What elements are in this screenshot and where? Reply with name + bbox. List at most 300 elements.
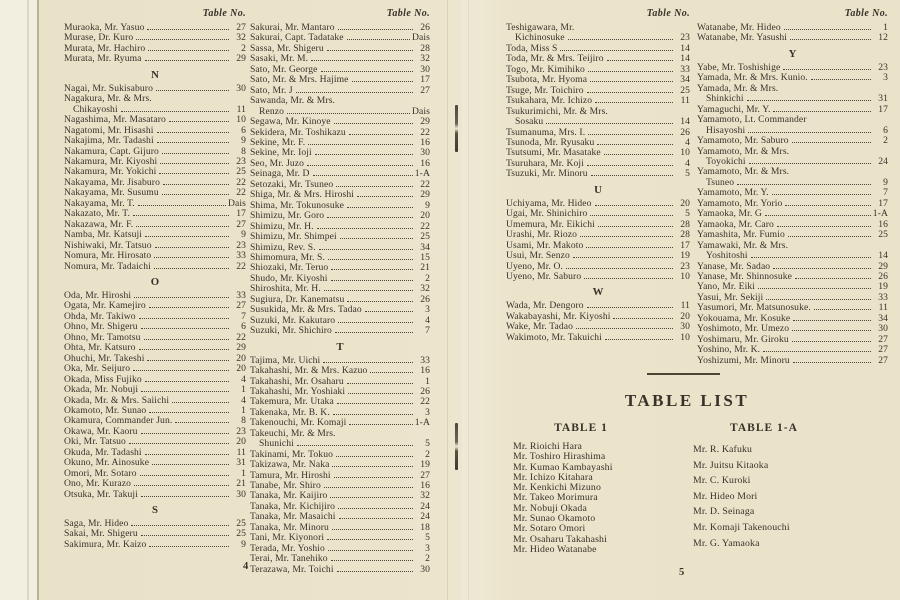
table-number: 30 xyxy=(420,147,430,159)
guest-name: Mr. Sotaro Omori xyxy=(513,523,586,535)
table-number: 6 xyxy=(883,124,888,136)
table-number: 17 xyxy=(680,239,690,251)
entry-name: Wakabayashi, Mr. Kiyoshi xyxy=(506,310,611,322)
entry-name: Nakayama, Mr. T. xyxy=(64,197,135,209)
table-number: 21 xyxy=(236,478,246,490)
dot-leader xyxy=(788,236,871,237)
table-number: 20 xyxy=(680,310,690,322)
table-number: 26 xyxy=(420,385,430,397)
index-column-4 xyxy=(697,8,888,366)
entry-name: Sasaki, Mr. M. xyxy=(250,53,309,65)
entry-name: Suzuki, Mr. Kakutaro xyxy=(250,314,336,326)
dot-leader xyxy=(157,132,229,133)
dot-leader xyxy=(772,194,871,195)
entry-name: Segawa, Mr. Kinoye xyxy=(250,116,331,128)
entry-first-line: Yamamoto, Mr. & Mrs. xyxy=(697,145,790,157)
entry-name: Yamaguchi, Mr. Y. xyxy=(697,103,771,115)
table-number: 19 xyxy=(420,459,430,471)
table-number: 27 xyxy=(420,469,430,481)
dot-leader xyxy=(162,153,229,154)
entry-name: Nakamura, Mr. Yokichi xyxy=(64,166,157,178)
table-number: 9 xyxy=(241,538,246,550)
dot-leader xyxy=(751,257,871,258)
index-entry xyxy=(250,117,430,127)
dot-leader xyxy=(604,154,673,155)
dot-leader xyxy=(349,424,412,425)
dot-leader xyxy=(336,186,413,187)
entry-name: Otsuka, Mr. Takuji xyxy=(64,488,138,500)
dot-leader xyxy=(814,309,871,310)
entry-name: Yoshizumi, Mr. Minoru xyxy=(697,354,790,366)
entry-name: Shimomura, Mr. S. xyxy=(250,251,325,263)
table-1-block xyxy=(505,422,657,555)
entry-name: Yabe, Mr. Toshishige xyxy=(697,61,781,73)
entry-name: Yamamoto, Mr. Yorio xyxy=(697,197,783,209)
entry-name: Ono, Mr. Kurazo xyxy=(64,478,132,490)
dot-leader xyxy=(546,123,673,124)
dot-leader xyxy=(328,550,413,551)
dot-leader xyxy=(586,247,673,248)
table-number: 22 xyxy=(236,260,246,272)
table-number: 20 xyxy=(236,436,246,448)
table-number: 8 xyxy=(241,415,246,427)
entry-name: Yamamoto, Mr. Y. xyxy=(697,187,769,199)
entry-name: Shiozaki, Mr. Teruo xyxy=(250,262,329,274)
table-number: 25 xyxy=(236,528,246,540)
index-entry xyxy=(250,326,430,336)
table-number: 28 xyxy=(680,229,690,241)
section-letter: S xyxy=(151,504,158,517)
entry-name: Renzo xyxy=(259,105,285,117)
table-number: 11 xyxy=(236,103,246,115)
section-letter: U xyxy=(594,183,602,196)
index-entry xyxy=(64,385,246,395)
dot-leader xyxy=(576,328,673,329)
dot-leader xyxy=(311,60,413,61)
table-number: 4 xyxy=(685,136,690,148)
dot-leader xyxy=(773,111,871,112)
table-number: Dais xyxy=(412,32,430,44)
dot-leader xyxy=(747,100,871,101)
dot-leader xyxy=(590,215,673,216)
table-1a-block xyxy=(688,422,840,551)
table-number: 26 xyxy=(420,293,430,305)
dot-leader xyxy=(607,60,673,61)
index-entry xyxy=(250,232,430,242)
entry-name: Nakazato, Mr. T. xyxy=(64,208,130,220)
entry-name: Wakimoto, Mr. Takuichi xyxy=(506,331,602,343)
dot-leader xyxy=(347,39,410,40)
table-number: 22 xyxy=(420,178,430,190)
dot-leader xyxy=(134,485,229,486)
entry-name: Uchiyama, Mr. Hideo xyxy=(506,197,592,209)
entry-name: Terai, Mr. Tanehiko xyxy=(250,553,328,565)
entry-name: Tanabe, Mr. Shiro xyxy=(250,480,321,492)
table-1-heading: TABLE 1 xyxy=(554,422,608,434)
guest-name: Mr. D. Seinaga xyxy=(693,506,755,518)
index-entry xyxy=(64,540,246,550)
table-number: 10 xyxy=(680,147,690,159)
entry-name: Ohno, Mr. Tamotsu xyxy=(64,331,141,343)
guest-name: Mr. G. Yamaoka xyxy=(693,537,760,549)
table-number: 2 xyxy=(241,42,246,54)
dot-leader xyxy=(154,257,229,258)
entry-name: Yamamoto, Mr. Saburo xyxy=(697,135,789,147)
dot-leader xyxy=(792,341,871,342)
entry-name: Umemura, Mr. Eikichi xyxy=(506,218,595,230)
dot-leader xyxy=(145,454,229,455)
entry-name: Takinami, Mr. Tokuo xyxy=(250,448,333,460)
table-number: 20 xyxy=(420,210,430,222)
entry-name: Takahashi, Mr. Yoshiaki xyxy=(250,385,346,397)
dot-leader xyxy=(793,320,871,321)
entry-name: Nagai, Mr. Sukisaburo xyxy=(64,82,153,94)
entry-name: Namba, Mr. Katsuji xyxy=(64,229,143,241)
entry-name: Yoshino, Mr. K. xyxy=(697,344,761,356)
table-number: 28 xyxy=(420,42,430,54)
entry-name: Yoshimaru, Mr. Giroku xyxy=(697,333,789,345)
table-number: 3 xyxy=(425,406,430,418)
table-number: 24 xyxy=(420,511,430,523)
center-fold-line xyxy=(447,0,448,600)
entry-name: Nakamura, Capt. Gijuro xyxy=(64,145,159,157)
dot-leader xyxy=(347,207,413,208)
table-number: 22 xyxy=(236,331,246,343)
table-number: 16 xyxy=(420,365,430,377)
index-entry xyxy=(64,490,246,500)
table-number: 1 xyxy=(241,384,246,396)
dot-leader xyxy=(332,529,413,530)
entry-name: Okuda, Mr. Tadashi xyxy=(64,446,142,458)
table-number: 34 xyxy=(420,241,430,253)
entry-name: Tamura, Mr. Hiroshi xyxy=(250,469,331,481)
dot-leader xyxy=(141,391,229,392)
dot-leader xyxy=(332,466,413,467)
dot-leader xyxy=(737,184,871,185)
entry-name: Yasumori, Mr. Matsunosuke. xyxy=(697,302,811,314)
table-number: 23 xyxy=(236,239,246,251)
column-header: Table No. xyxy=(646,8,690,19)
table-number: 23 xyxy=(878,61,888,73)
dot-leader xyxy=(133,370,229,371)
dot-leader xyxy=(347,301,413,302)
index-entry xyxy=(506,169,690,179)
entry-name: Nishiwaki, Mr. Tatsuo xyxy=(64,239,152,251)
dot-leader xyxy=(141,496,229,497)
index-entry xyxy=(64,54,246,64)
dot-leader xyxy=(605,339,673,340)
dot-leader xyxy=(566,268,673,269)
entry-name: Sakai, Mr. Shigeru xyxy=(64,528,138,540)
entry-name: Okada, Mr. & Mrs. Saiichi xyxy=(64,394,170,406)
entry-name: Kichinosuke xyxy=(515,32,565,44)
dot-leader xyxy=(321,71,413,72)
table-number: 1 xyxy=(241,404,246,416)
dot-leader xyxy=(331,280,414,281)
table-number: 14 xyxy=(680,116,690,128)
entry-name: Seo, Mr. Juzo xyxy=(250,157,305,169)
entry-name: Ogata, Mr. Kamejiro xyxy=(64,300,146,312)
entry-name: Tsuzuki, Mr. Minoru xyxy=(506,168,588,180)
section-letter: W xyxy=(592,286,604,299)
entry-name: Oka, Mr. Seijuro xyxy=(64,363,131,375)
entry-name: Tsutsumi, Mr. Masatake xyxy=(506,147,601,159)
table-number: 3 xyxy=(883,72,888,84)
entry-name: Tajima, Mr. Uichi xyxy=(250,354,321,366)
section-letter: N xyxy=(151,68,159,81)
table-number: 8 xyxy=(241,145,246,157)
table-number: 27 xyxy=(236,300,246,312)
table-number: 10 xyxy=(680,270,690,282)
dot-leader xyxy=(131,525,229,526)
table-number: 5 xyxy=(685,208,690,220)
entry-name: Okada, Mr. Nobuji xyxy=(64,384,139,396)
entry-name: Wada, Mr. Dengoro xyxy=(506,300,584,312)
entry-name: Okamura, Commander Jun. xyxy=(64,415,173,427)
table-number: 33 xyxy=(236,250,246,262)
table-number: 5 xyxy=(425,438,430,450)
dot-leader xyxy=(370,372,413,373)
dot-leader xyxy=(337,571,413,572)
table-number: 27 xyxy=(420,84,430,96)
entry-name: Chikayoshi xyxy=(73,103,118,115)
entry-name: Murata, Mr. Hachiro xyxy=(64,42,146,54)
entry-name: Yano, Mr. Eiki xyxy=(697,281,755,293)
staple-bottom xyxy=(455,423,458,470)
index-entry xyxy=(64,251,246,261)
table-number: 14 xyxy=(878,250,888,262)
section-letter: T xyxy=(336,340,344,353)
table-number: 24 xyxy=(878,155,888,167)
dot-leader xyxy=(587,307,673,308)
entry-name: Shimizu, Mr. Shimpei xyxy=(250,231,337,243)
entry-name: Takemura, Mr. Utaka xyxy=(250,396,334,408)
guest-name: Mr. Kumao Kambayashi xyxy=(513,461,613,473)
table-number: 14 xyxy=(680,42,690,54)
entry-first-line: Yamada, Mr. & Mrs. xyxy=(697,82,779,94)
entry-name: Ohta, Mr. Katsuro xyxy=(64,342,136,354)
dot-leader xyxy=(140,475,229,476)
entry-name: Yoshimoto, Mr. Umezo xyxy=(697,323,790,335)
dot-leader xyxy=(149,412,229,413)
table-number: 11 xyxy=(878,302,888,314)
dot-leader xyxy=(169,121,229,122)
dot-leader xyxy=(766,299,871,300)
dot-leader xyxy=(162,194,229,195)
table-number: 29 xyxy=(420,189,430,201)
table-number: 23 xyxy=(236,425,246,437)
entry-name: Sekine, Mr. F. xyxy=(250,136,306,148)
table-number: 31 xyxy=(236,457,246,469)
dot-leader xyxy=(352,81,414,82)
entry-name: Seinaga, Mr. D xyxy=(250,168,310,180)
dot-leader xyxy=(777,226,871,227)
entry-name: Omori, Mr. Sotaro xyxy=(64,467,137,479)
table-number: 29 xyxy=(878,260,888,272)
table-number: 1 xyxy=(241,467,246,479)
entry-name: Yamada, Mr. & Mrs. Kunio. xyxy=(697,72,808,84)
table-number: 25 xyxy=(680,84,690,96)
entry-name: Nomura, Mr. Hirosato xyxy=(64,250,152,262)
dot-leader xyxy=(307,165,413,166)
dot-leader xyxy=(349,134,413,135)
table-number: Dais xyxy=(412,105,430,117)
dot-leader xyxy=(795,278,871,279)
entry-name: Shudo, Mr. Kiyoshi xyxy=(250,272,328,284)
dot-leader xyxy=(145,381,229,382)
index-entry xyxy=(506,333,690,343)
entry-name: Okada, Miss Fujiko xyxy=(64,373,142,385)
page-number-left: 4 xyxy=(243,561,249,572)
table-number: 1-A xyxy=(414,168,430,180)
table-number: 9 xyxy=(425,199,430,211)
table-number: 25 xyxy=(878,229,888,241)
table-number: 9 xyxy=(241,229,246,241)
dot-leader xyxy=(580,236,673,237)
entry-name: Sekidera, Mr. Toshikazu xyxy=(250,126,346,138)
table-number: 33 xyxy=(878,291,888,303)
table-number: 15 xyxy=(420,251,430,263)
entry-name: Suzuki, Mr. Shichiro xyxy=(250,325,332,337)
table-number: 29 xyxy=(236,342,246,354)
table-number: 12 xyxy=(878,32,888,44)
dot-leader xyxy=(147,29,229,30)
table-number: 10 xyxy=(236,114,246,126)
entry-first-line: Yamawaki, Mr. & Mrs. xyxy=(697,239,789,251)
table-number: 4 xyxy=(241,373,246,385)
table-number: 16 xyxy=(420,480,430,492)
entry-name: Nakamura, Mr. Kiyoshi xyxy=(64,155,158,167)
table-number: 30 xyxy=(878,323,888,335)
table-number: 27 xyxy=(878,333,888,345)
entry-name: Sato, Mr. George xyxy=(250,63,318,75)
under-page-edge xyxy=(0,0,37,600)
dot-leader xyxy=(587,92,673,93)
dot-leader xyxy=(785,205,871,206)
entry-name: Oda, Mr. Hiroshi xyxy=(64,289,132,301)
entry-name: Shunichi xyxy=(259,438,294,450)
dot-leader xyxy=(145,236,229,237)
dot-leader xyxy=(139,318,229,319)
entry-name: Tsukahara, Mr. Ichizo xyxy=(506,95,593,107)
entry-name: Ohno, Mr. Shigeru xyxy=(64,321,138,333)
entry-name: Yanase, Mr. Shinnosuke xyxy=(697,270,793,282)
entry-name: Toda, Mr. & Mrs. Teijiro xyxy=(506,53,604,65)
table-number: 26 xyxy=(680,126,690,138)
dot-leader xyxy=(337,403,413,404)
table-list-title: TABLE LIST xyxy=(624,391,750,410)
dot-leader xyxy=(139,349,229,350)
dot-leader xyxy=(335,332,413,333)
entry-name: Murase, Dr. Kuro xyxy=(64,32,134,44)
entry-name: Tanaka, Mr. Masaichi xyxy=(250,511,336,523)
entry-name: Saga, Mr. Hideo xyxy=(64,518,129,530)
index-entry xyxy=(697,251,888,261)
table-number: 20 xyxy=(236,352,246,364)
guest-name: Mr. R. Kafuku xyxy=(693,444,753,455)
table-number: 25 xyxy=(420,231,430,243)
dot-leader xyxy=(133,215,229,216)
dot-leader xyxy=(136,39,229,40)
dot-leader xyxy=(588,71,673,72)
dot-leader xyxy=(365,311,413,312)
table-number: 30 xyxy=(236,82,246,94)
dot-leader xyxy=(340,238,413,239)
dot-leader xyxy=(287,113,410,114)
dot-leader xyxy=(296,92,413,93)
entry-name: Toyokichi xyxy=(706,155,746,167)
table-number: 3 xyxy=(425,542,430,554)
table-number: 4 xyxy=(241,394,246,406)
entry-name: Usami, Mr. Makoto xyxy=(506,239,584,251)
dot-leader xyxy=(327,50,413,51)
index-entry xyxy=(506,272,690,282)
table-number: 1-A xyxy=(414,417,430,429)
dot-leader xyxy=(163,184,229,185)
table-number: 5 xyxy=(425,532,430,544)
entry-name: Okawa, Mr. Kaoru xyxy=(64,425,138,437)
column-header: Table No. xyxy=(202,8,246,19)
entry-name: Takahashi, Mr. Osaharu xyxy=(250,375,344,387)
entry-name: Sugiura, Dr. Kanematsu xyxy=(250,293,345,305)
column-header: Table No. xyxy=(386,8,430,19)
guest-name: Mr. Kenkichi Mizuno xyxy=(513,482,602,494)
index-entry xyxy=(697,356,888,366)
table-number: 34 xyxy=(680,74,690,86)
dot-leader xyxy=(331,269,413,270)
dot-leader xyxy=(323,362,413,363)
table-number: 23 xyxy=(236,155,246,167)
dot-leader xyxy=(758,288,871,289)
entry-name: Muraoka, Mr. Yasuo xyxy=(64,22,145,33)
table-number: 27 xyxy=(878,354,888,366)
guest-name: Mr. Rioichi Hara xyxy=(513,441,583,452)
dot-leader xyxy=(338,322,413,323)
dot-leader xyxy=(155,247,229,248)
table-number: 11 xyxy=(236,446,246,458)
dot-leader xyxy=(136,226,229,227)
table-number: 30 xyxy=(236,488,246,500)
entry-name: Shiroshita, Mr. H. xyxy=(250,283,321,295)
dot-leader xyxy=(357,196,413,197)
dot-leader xyxy=(152,464,229,465)
dot-leader xyxy=(308,144,413,145)
table-number: 6 xyxy=(241,124,246,136)
dot-leader xyxy=(159,173,229,174)
entry-name: Watanabe, Mr. Yasushi xyxy=(697,32,788,44)
table-number: 32 xyxy=(420,490,430,502)
dot-leader xyxy=(330,497,413,498)
entry-first-line: Tsukurimichi, Mr. & Mrs. xyxy=(506,105,608,117)
guest-name: Mr. Takeo Morimura xyxy=(513,492,598,504)
dot-leader xyxy=(134,297,229,298)
entry-first-line: Teshigawara, Mr. xyxy=(506,22,575,33)
table-number: 11 xyxy=(680,300,690,312)
index-entry xyxy=(64,262,246,272)
table-number: 7 xyxy=(241,310,246,322)
dot-leader xyxy=(793,362,871,363)
dot-leader xyxy=(175,422,229,423)
table-number: 22 xyxy=(236,187,246,199)
dot-leader xyxy=(560,50,673,51)
column-header: Table No. xyxy=(844,8,888,19)
table-number: 2 xyxy=(425,272,430,284)
entry-name: Terazawa, Mr. Toichi xyxy=(250,563,334,575)
table-number: 11 xyxy=(680,95,690,107)
dot-leader xyxy=(157,142,229,143)
entry-name: Murata, Mr. Ryuma xyxy=(64,53,142,65)
dot-leader xyxy=(327,539,413,540)
